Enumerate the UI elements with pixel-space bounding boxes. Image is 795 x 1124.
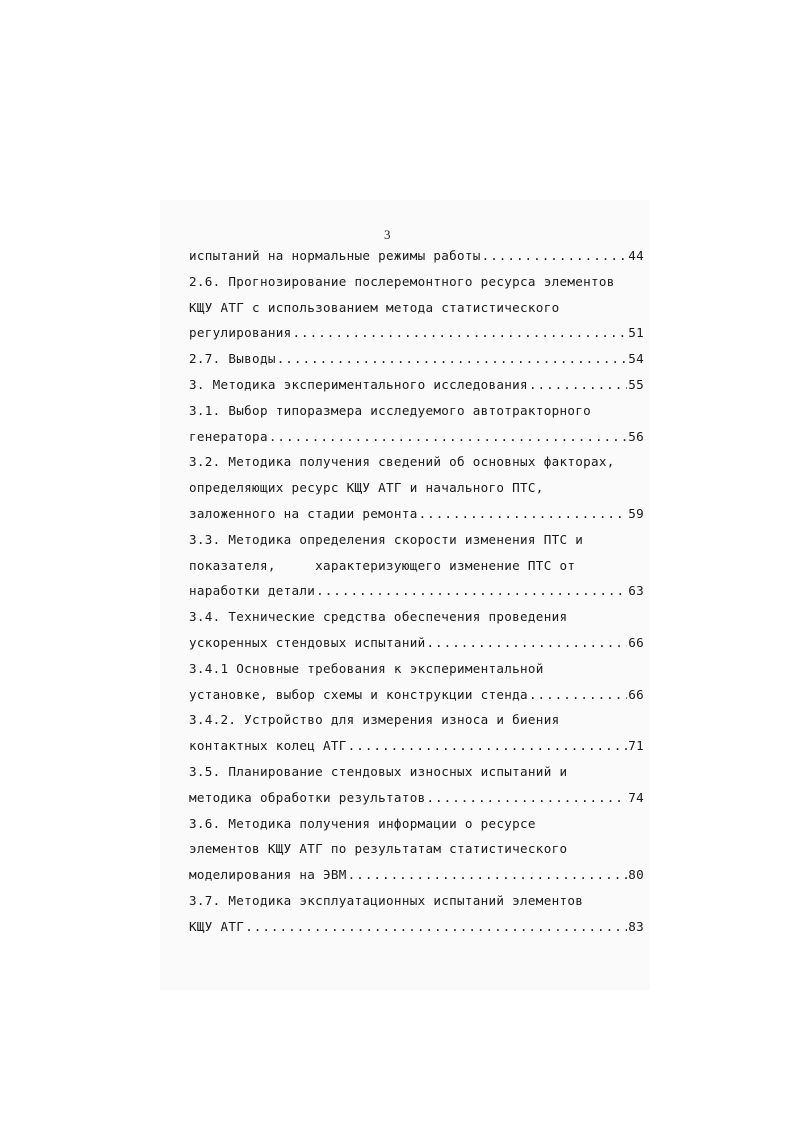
- page-number: 3: [384, 227, 391, 242]
- toc-entry-title: 3. Методика экспериментального исследования: [189, 376, 528, 392]
- toc-dot-leader: [426, 785, 627, 811]
- toc-entry-title: испытаний на нормальные режимы работы: [189, 248, 481, 263]
- toc-line: 3.4.1 Основные требования к экспериментальной: [189, 660, 544, 676]
- toc-entry-title: моделирования на ЭВМ: [189, 867, 347, 883]
- toc-entry: [189, 682, 644, 708]
- toc-page-number: 54: [628, 351, 644, 367]
- toc-dot-leader: [316, 578, 627, 604]
- toc-entry-title: методика обработки результатов: [189, 789, 426, 805]
- toc-line: 3.7. Методика эксплуатационных испытаний элементов: [189, 892, 584, 908]
- toc-entry-title: регулирования: [189, 325, 292, 341]
- toc-line: КЩУ АТГ с использованием метода статистического: [189, 299, 560, 315]
- toc-dot-leader: [348, 733, 628, 759]
- toc-entry: [189, 372, 644, 398]
- toc-line: 2.6. Прогнозирование послеремонтного ресурса элементов: [189, 273, 615, 289]
- toc-entry: [189, 914, 644, 940]
- toc-page-number: 83: [628, 918, 644, 934]
- toc-page-number: 71: [628, 738, 644, 754]
- toc-line: элементов КЩУ АТГ по результатам статистического: [189, 841, 568, 857]
- toc-dot-leader: [529, 682, 627, 708]
- toc-page-number: 55: [628, 376, 644, 392]
- toc-dot-leader: [419, 501, 628, 527]
- toc-entry-title: ускоренных стендовых испытаний: [189, 634, 426, 650]
- toc-entry-title: заложенного на стадии ремонта: [189, 505, 418, 521]
- toc-dot-leader: [482, 243, 628, 269]
- table-of-contents: [189, 243, 644, 940]
- toc-page-number: 59: [628, 505, 644, 521]
- toc-entry: [189, 785, 644, 811]
- toc-line: 3.5. Планирование стендовых износных испытаний и: [189, 763, 568, 779]
- toc-entry: [189, 320, 644, 346]
- toc-dot-leader: [348, 862, 628, 888]
- toc-dot-leader: [277, 346, 628, 372]
- toc-entry-title: 2.7. Выводы: [189, 351, 276, 367]
- toc-page-number: 56: [628, 428, 644, 444]
- toc-entry: [189, 578, 644, 604]
- toc-entry: [189, 501, 644, 527]
- toc-entry: [189, 733, 644, 759]
- toc-entry-title: наработки детали: [189, 583, 316, 599]
- toc-dot-leader: [245, 914, 627, 940]
- toc-page-number: 51: [628, 325, 644, 341]
- toc-entry-title: КЩУ АТГ: [189, 918, 245, 934]
- toc-line: 3.2. Методика получения сведений об основных факторах,: [189, 454, 615, 470]
- toc-entry: [189, 630, 644, 656]
- toc-page-number: 66: [628, 686, 644, 702]
- toc-entry: [189, 243, 644, 269]
- toc-entry-title: генератора: [189, 428, 268, 444]
- toc-page-number: 66: [628, 634, 644, 650]
- toc-entry-title: установке, выбор схемы и конструкции стенда: [189, 686, 528, 702]
- toc-entry: [189, 862, 644, 888]
- toc-line: 3.3. Методика определения скорости изменения ПТС и: [189, 531, 584, 547]
- toc-page-number: 80: [628, 867, 644, 883]
- toc-dot-leader: [529, 372, 627, 398]
- toc-entry: [189, 424, 644, 450]
- toc-line: 3.6. Методика получения информации о ресурсе: [189, 815, 536, 831]
- toc-dot-leader: [269, 424, 627, 450]
- toc-dot-leader: [292, 320, 627, 346]
- toc-entry-title: контактных колец АТГ: [189, 738, 347, 754]
- toc-line: 3.4. Технические средства обеспечения проведения: [189, 609, 568, 625]
- toc-page-number: 63: [628, 583, 644, 599]
- toc-line: 3.1. Выбор типоразмера исследуемого автотракторного: [189, 402, 591, 418]
- toc-line: 3.4.2. Устройство для измерения износа и биения: [189, 712, 560, 728]
- toc-page-number: 74: [628, 789, 644, 805]
- toc-line: показателя, характеризующего изменение ПТС от: [189, 557, 576, 573]
- toc-dot-leader: [426, 630, 627, 656]
- toc-line: определяющих ресурс КЩУ АТГ и начального ПТС,: [189, 480, 544, 496]
- toc-entry: [189, 346, 644, 372]
- toc-page-number: 44: [628, 248, 644, 263]
